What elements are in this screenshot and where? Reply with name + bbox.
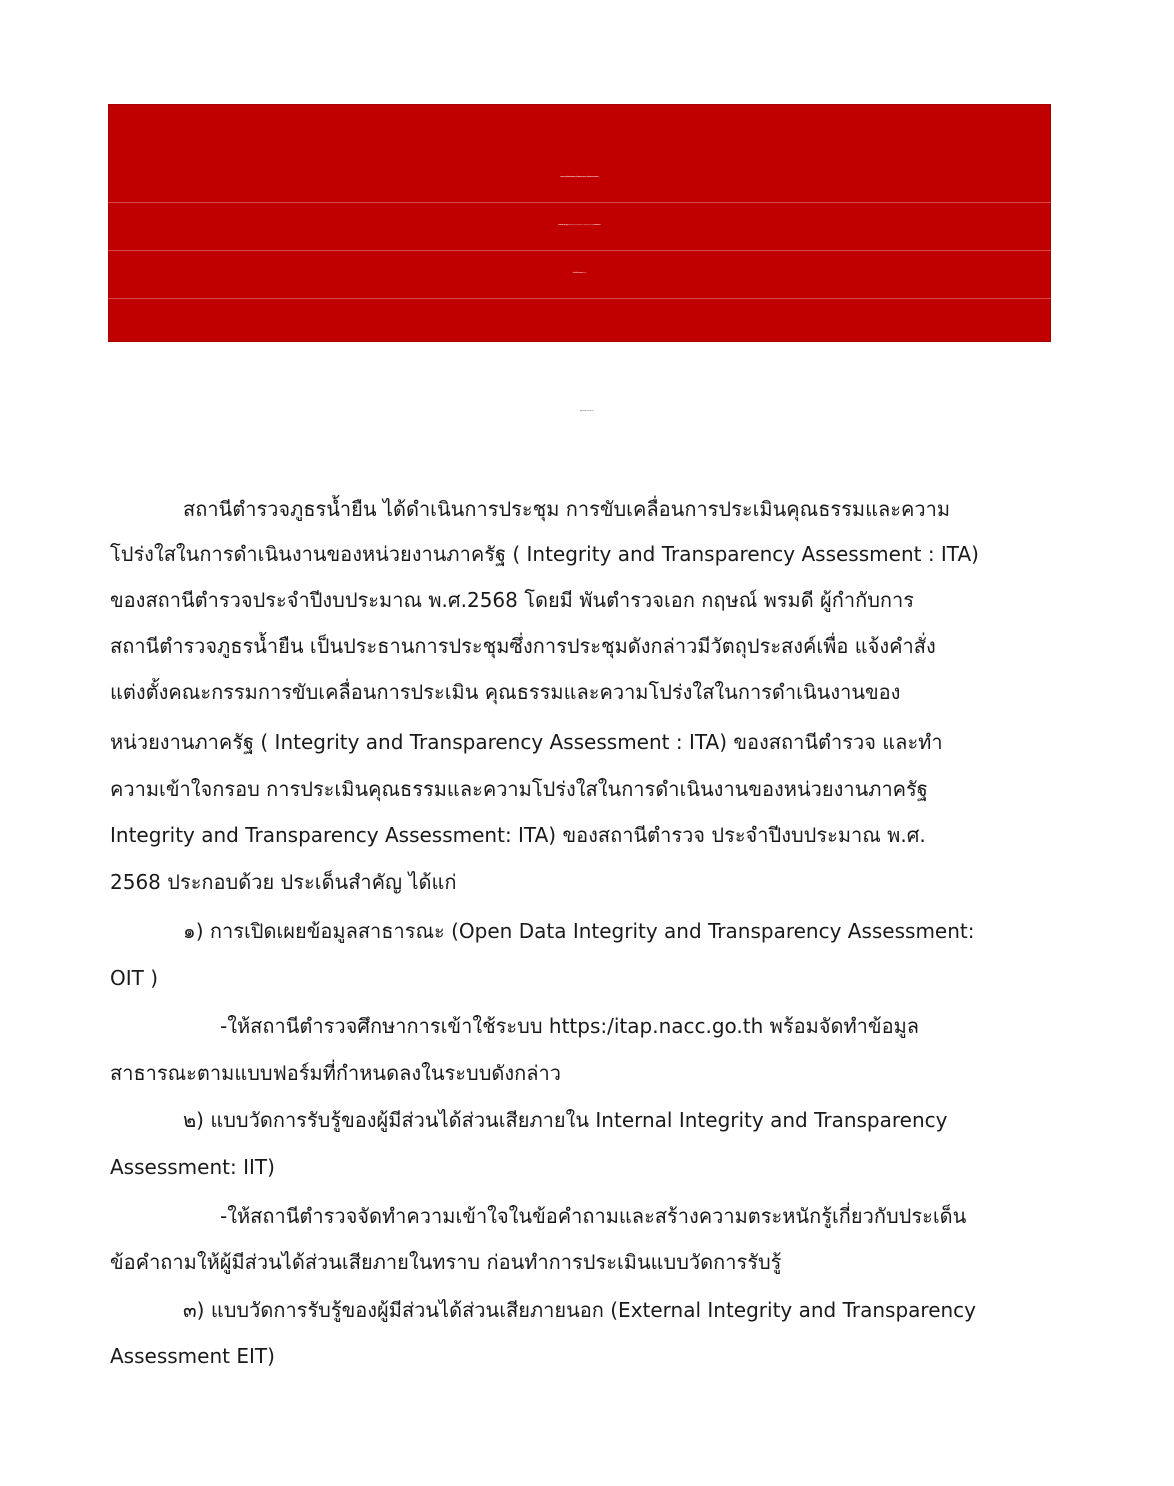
body-line: OIT ) bbox=[110, 966, 159, 990]
list-item-heading: ๒) แบบวัดการรับรู้ของผู้มีส่วนได้ส่วนเสียภายใน Internal Integrity and Transparency bbox=[183, 1108, 948, 1132]
body-line: ข้อคำถามให้ผู้มีส่วนได้ส่วนเสียภายในทราบ ก่อนทำการประเมินแบบวัดการรับรู้ bbox=[110, 1250, 782, 1274]
body-line: ของสถานีตำรวจประจำปีงบประมาณ พ.ศ.2568 โดยมี พันตำรวจเอก กฤษณ์ พรมดี ผู้กำกับการ bbox=[110, 588, 915, 612]
body-line: โปร่งใสในการดำเนินงานของหน่วยงานภาครัฐ ( Integrity and Transparency Assessment : ITA) bbox=[110, 542, 979, 566]
body-line: Integrity and Transparency Assessment: ITA) ของสถานีตำรวจ ประจำปีงบประมาณ พ.ศ. bbox=[110, 823, 926, 847]
date-line: ข้อมูล ณ วันที่ 1 มกราคม 2568 bbox=[580, 411, 594, 412]
body-line: Assessment: IIT) bbox=[110, 1155, 275, 1179]
body-line: 2568 ประกอบด้วย ประเด็นสำคัญ ได้แก่ bbox=[110, 870, 457, 894]
body-line: ความเข้าใจกรอบ การประเมินคุณธรรมและความโปร่งใสในการดำเนินงานของหน่วยงานภาครัฐ bbox=[110, 777, 928, 801]
body-line: หน่วยงานภาครัฐ ( Integrity and Transparency Assessment : ITA) ของสถานีตำรวจ และทำ bbox=[110, 730, 943, 754]
list-item-detail: -ให้สถานีตำรวจศึกษาการเข้าใช้ระบบ https:/itap.nacc.go.th พร้อมจัดทำข้อมูล bbox=[220, 1014, 920, 1038]
body-line: สถานีตำรวจภูธรน้ำยืน เป็นประธานการประชุมซึ่งการประชุมดังกล่าวมีวัตถุประสงค์เพื่อ แจ้งคำสั่ง bbox=[110, 634, 936, 658]
list-item-heading: ๑) การเปิดเผยข้อมูลสาธารณะ (Open Data Integrity and Transparency Assessment: bbox=[183, 919, 975, 943]
list-item-heading: ๓) แบบวัดการรับรู้ของผู้มีส่วนได้ส่วนเสียภายนอก (External Integrity and Transparency bbox=[183, 1298, 977, 1322]
title-banner bbox=[108, 104, 1051, 342]
body-line: แต่งตั้งคณะกรรมการขับเคลื่อนการประเมิน คุณธรรมและความโปร่งใสในการดำเนินงานของ bbox=[110, 680, 901, 704]
banner-title-line-3: ประจำปีงบประมาณ พ.ศ.2568 bbox=[108, 250, 1051, 299]
body-line: Assessment EIT) bbox=[110, 1344, 275, 1368]
body-line: สถานีตำรวจภูธรน้ำยืน ได้ดำเนินการประชุม การขับเคลื่อนการประเมินคุณธรรมและความ bbox=[183, 497, 951, 521]
body-line: สาธารณะตามแบบฟอร์มที่กำหนดลงในระบบดังกล่าว bbox=[110, 1061, 561, 1085]
list-item-detail: -ให้สถานีตำรวจจัดทำความเข้าใจในข้อคำถามและสร้างความตระหนักรู้เกี่ยวกับประเด็น bbox=[220, 1204, 967, 1228]
banner-title-line-1: สถานีตำรวจภูธรน้ำยืน ขับเคลื่อนการประเมินคุณธรรมและความโปร่งใสในการดำเนินงาน bbox=[108, 154, 1051, 203]
banner-title-line-2: ของหน่วยงานภาครัฐ(Integrity and Transparency Assessment: ITA) ของสถานีตำรวจ bbox=[108, 202, 1051, 251]
banner-title-line-4 bbox=[108, 298, 1051, 346]
